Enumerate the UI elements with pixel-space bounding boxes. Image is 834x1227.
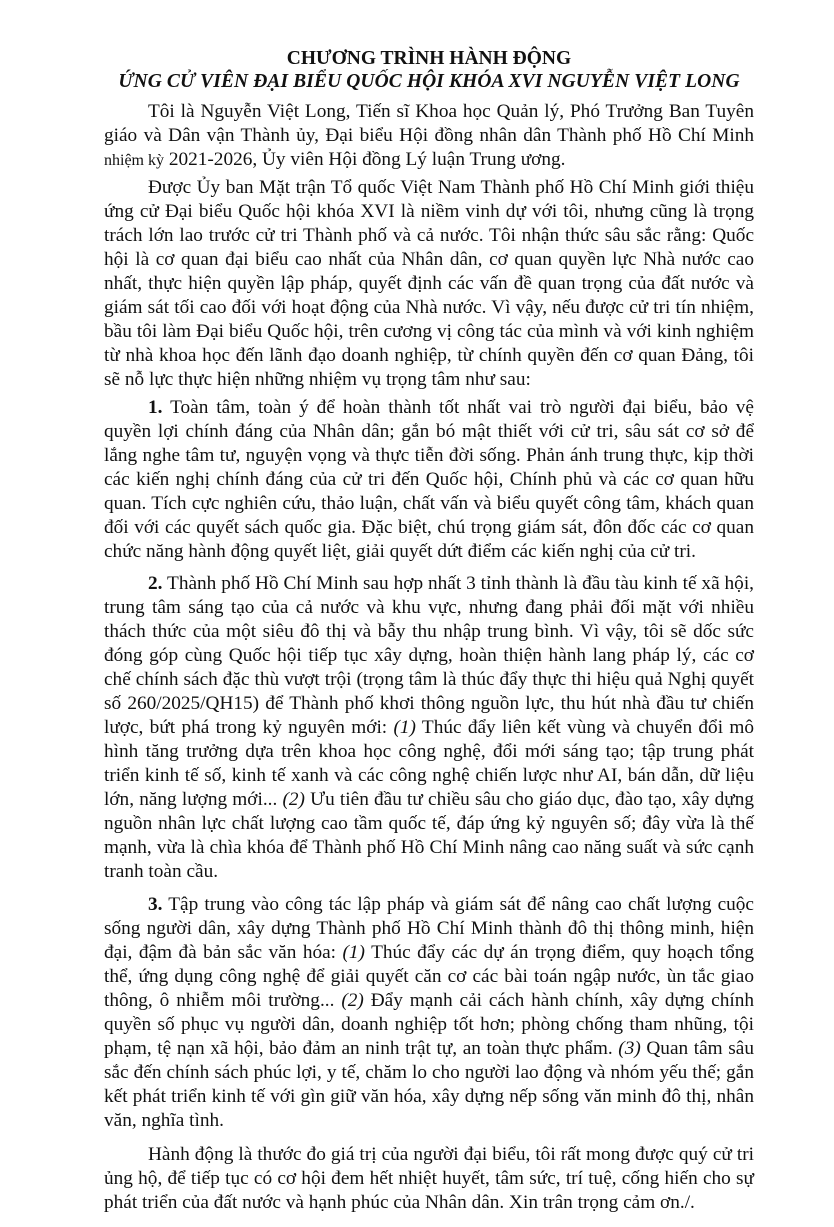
task-text: Thúc đẩy các dự án trọng điểm, quy hoạch tổng thể, ứng dụng công nghệ để giải quyết căn cơ các bài toán ngập nước, ùn tắc giao thông, ô nhiễm môi trường... [104,942,754,1011]
task-text: Tập trung vào công tác lập pháp và giám sát để nâng cao chất lượng cuộc sống người dân, xây dựng Thành phố Hồ Chí Minh thành đô thị thông minh, hiện đại, đậm đà bản sắc văn hóa: [104,894,754,963]
closing-paragraph: Hành động là thước đo giá trị của người đại biểu, tôi rất mong được quý cử tri ủng hộ, để tiếp tục có cơ hội đem hết nhiệt huyết, tâm sức, trí tuệ, cống hiến cho sự phát triển của đất nước và hạnh phúc của Nhân dân. Xin trân trọng cảm ơn./. [104,1144,754,1213]
enumeration-marker: (3) [618,1038,641,1059]
document-page [104,48,754,1227]
intro-text-small: nhiệm kỳ [104,152,164,169]
task-text: Thúc đẩy liên kết vùng và chuyển đổi mô hình tăng trưởng dựa trên khoa học công nghệ, đổi mới sáng tạo; tập trung phát triển kinh tế số, kinh tế xanh và các công nghệ chiến lược như AI, bán dẫn, dữ liệu lớn, năng lượng mới... [104,717,754,810]
document-subtitle: ỨNG CỬ VIÊN ĐẠI BIỂU QUỐC HỘI KHÓA XVI NGUYỄN VIỆT LONG [118,71,740,92]
enumeration-marker: (2) [341,990,364,1011]
intro-text-a: Tôi là Nguyễn Việt Long, Tiến sĩ Khoa học Quản lý, Phó Trưởng Ban Tuyên giáo và Dân vận Thành ủy, Đại biểu Hội đồng nhân dân Thành phố Hồ Chí Minh [104,101,754,146]
task-text: Toàn tâm, toàn ý để hoàn thành tốt nhất vai trò người đại biểu, bảo vệ quyền lợi chính đáng của Nhân dân; gắn bó mật thiết với cử tri, sâu sát cơ sở để lắng nghe tâm tư, nguyện vọng và thực tiễn đời sống. Phản ánh trung thực, kịp thời các kiến nghị chính đáng của cử tri đến Quốc hội, Chính phủ và các cơ quan hữu quan. Tích cực nghiên cứu, thảo luận, chất vấn và biểu quyết công tâm, khách quan đối với các quyết sách quốc gia. Đặc biệt, chú trọng giám sát, đôn đốc các cơ quan chức năng hành động quyết liệt, giải quyết dứt điểm các kiến nghị của cử tri. [104,397,754,562]
task-text: Đẩy mạnh cải cách hành chính, xây dựng chính quyền số phục vụ người dân, doanh nghiệp tốt hơn; phòng chống tham nhũng, tội phạm, tệ nạn xã hội, bảo đảm an ninh trật tự, an toàn thực phẩm. [104,990,754,1059]
document-title: CHƯƠNG TRÌNH HÀNH ĐỘNG [286,48,572,69]
intro-text-b: 2021-2026, Ủy viên Hội đồng Lý luận Trung ương. [164,149,566,170]
task-text: Quan tâm sâu sắc đến chính sách phúc lợi, y tế, chăm lo cho người lao động và nhóm yếu thế; gắn kết phát triển kinh tế với gìn giữ văn hóa, xây dựng nếp sống văn minh đô thị, nhân văn, nghĩa tình. [104,1038,755,1131]
task-item-1 [104,396,754,564]
intro-paragraph [104,100,754,173]
nomination-paragraph: Được Ủy ban Mặt trận Tổ quốc Việt Nam Thành phố Hồ Chí Minh giới thiệu ứng cử Đại biểu Quốc hội khóa XVI là niềm vinh dự với tôi, nhưng cũng là trọng trách lớn lao trước cử tri Thành phố và cả nước. Tôi nhận thức sâu sắc rằng: Quốc hội là cơ quan đại biểu cao nhất của Nhân dân, cơ quan quyền lực Nhà nước cao nhất, thực hiện quyền lập pháp, quyết định các vấn đề quan trọng của đất nước và giám sát tối cao đối với hoạt động của Nhà nước. Vì vậy, nếu được cử tri tín nhiệm, bầu tôi làm Đại biểu Quốc hội, trên cương vị công tác của mình và với kinh nghiệm từ nhà khoa học đến lãnh đạo doanh nghiệp, từ chính quyền đến cơ quan Đảng, tôi sẽ nỗ lực thực hiện những nhiệm vụ trọng tâm như sau: [104,177,754,390]
task-number: 3. [148,894,163,915]
enumeration-marker: (2) [282,789,305,810]
task-number: 1. [148,397,163,418]
task-number: 2. [148,573,163,594]
task-item-3 [104,893,754,1133]
enumeration-marker: (1) [342,942,365,963]
task-text: Thành phố Hồ Chí Minh sau hợp nhất 3 tỉnh thành là đầu tàu kinh tế xã hội, trung tâm sáng tạo của cả nước và khu vực, nhưng đang phải đối mặt với nhiều thách thức của một siêu đô thị và bẫy thu nhập trung bình. Vì vậy, tôi sẽ dốc sức đóng góp cùng Quốc hội tiếp tục xây dựng, hoàn thiện hành lang pháp lý, các cơ chế chính sách đặc thù vượt trội (trọng tâm là thúc đẩy thực thi hiệu quả Nghị quyết số 260/2025/QH15) để Thành phố khơi thông nguồn lực, thu hút nhà đầu tư chiến lược, bứt phá trong kỷ nguyên mới: [104,573,754,738]
enumeration-marker: (1) [393,717,416,738]
task-text: Ưu tiên đầu tư chiều sâu cho giáo dục, đào tạo, xây dựng nguồn nhân lực chất lượng cao tầm quốc tế, đáp ứng kỷ nguyên số; đây vừa là thế mạnh, vừa là chìa khóa để Thành phố Hồ Chí Minh nâng cao năng suất và sức cạnh tranh toàn cầu. [104,789,754,882]
task-item-2 [104,572,754,884]
